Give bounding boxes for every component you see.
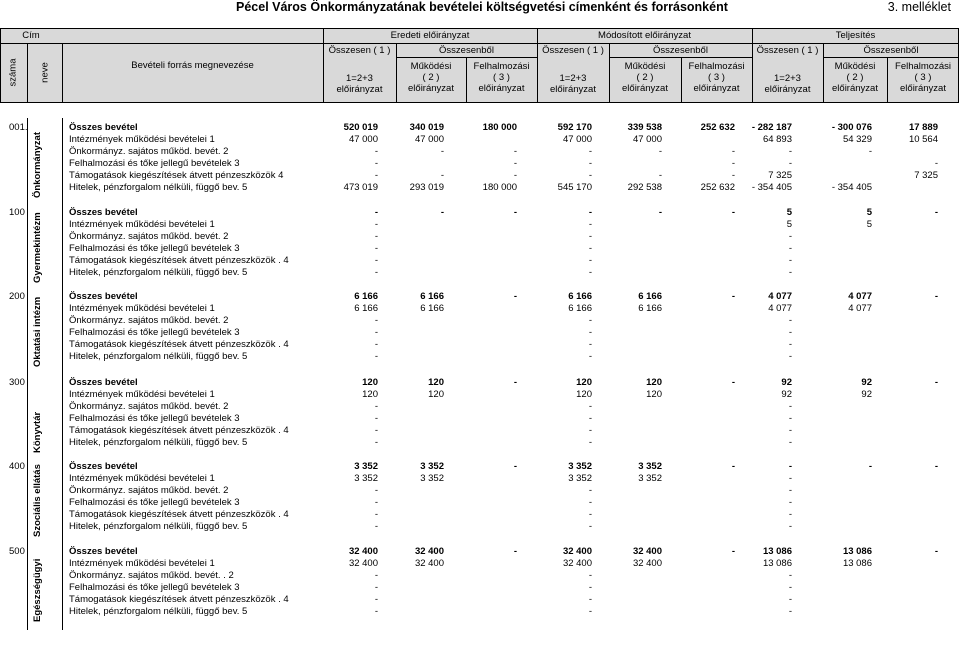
table-cell: 13 086 — [842, 558, 872, 569]
table-cell: - 300 076 — [831, 122, 872, 133]
table-cell: - — [788, 473, 792, 484]
table-cell: 6 166 — [354, 291, 378, 302]
table-cell: - — [588, 339, 592, 350]
table-cell: - — [374, 267, 378, 278]
row-label: Hitelek, pénzforgalom nélküli, függő bev. 5 — [69, 437, 248, 448]
table-cell: - — [513, 377, 517, 388]
section-divider — [27, 457, 28, 545]
table-cell: 32 400 — [562, 558, 592, 569]
table-cell: - — [788, 267, 792, 278]
row-label: Támogatások kiegészítések átvett pénzeszközök . 4 — [69, 509, 289, 520]
table-cell: 6 166 — [638, 303, 662, 314]
table-cell: - — [588, 606, 592, 617]
table-cell: 252 632 — [700, 122, 735, 133]
row-label: Támogatások kiegészítések átvett pénzeszközök . 4 — [69, 594, 289, 605]
table-cell: - — [374, 606, 378, 617]
table-cell: 6 166 — [354, 303, 378, 314]
header-group-fulfilled: Teljesítés — [835, 30, 876, 41]
col-mukodesi-label: Működési ( 2 ) előirányzat — [832, 61, 878, 94]
table-cell: 4 077 — [768, 291, 792, 302]
table-cell: - — [513, 291, 517, 302]
table-cell: 120 — [646, 389, 662, 400]
table-cell: - — [374, 594, 378, 605]
table-cell: - — [788, 413, 792, 424]
table-cell: - — [788, 401, 792, 412]
table-cell: 92 — [781, 389, 792, 400]
table-cell: 120 — [428, 377, 444, 388]
table-cell: 4 077 — [848, 303, 872, 314]
table-cell: 32 400 — [632, 558, 662, 569]
row-label: Felhalmozási és tőke jellegű bevételek 3 — [69, 497, 240, 508]
section-divider — [27, 373, 28, 461]
table-cell: - — [588, 170, 592, 181]
table-cell: - — [440, 170, 444, 181]
table-cell: - — [588, 146, 592, 157]
table-cell: - — [731, 546, 735, 557]
col-felhalm-label: Felhalmozási ( 3 ) előirányzat — [895, 61, 951, 94]
table-cell: - — [588, 243, 592, 254]
section-divider — [62, 373, 63, 461]
table-cell: 3 352 — [638, 461, 662, 472]
table-cell: 92 — [861, 389, 872, 400]
table-cell: - — [658, 170, 662, 181]
section-divider — [27, 542, 28, 630]
section-number: 200 — [9, 291, 25, 302]
table-cell: - — [374, 327, 378, 338]
header-neve: neve — [39, 62, 51, 83]
table-cell: 120 — [646, 377, 662, 388]
table-cell: - — [588, 351, 592, 362]
section-divider — [62, 287, 63, 375]
table-cell: - — [788, 594, 792, 605]
table-cell: - — [374, 401, 378, 412]
row-label: Összes bevétel — [69, 122, 138, 133]
table-cell: 5 — [786, 219, 792, 230]
col-mukodesi-label: Működési ( 2 ) előirányzat — [408, 61, 454, 94]
header-of-2: Összesenből — [653, 45, 708, 56]
table-cell: - — [374, 243, 378, 254]
row-label: Összes bevétel — [69, 461, 138, 472]
header-cim: Cím — [22, 30, 40, 41]
table-cell: 5 — [786, 207, 792, 218]
table-cell: - — [788, 582, 792, 593]
annex-label: 3. melléklet — [887, 0, 951, 14]
table-cell: - — [374, 158, 378, 169]
table-cell: - — [588, 425, 592, 436]
table-cell: 520 019 — [343, 122, 378, 133]
table-cell: - — [588, 207, 592, 218]
row-label: Intézmények működési bevételei 1 — [69, 558, 215, 569]
header-total-2: Összesen ( 1 ) — [542, 45, 604, 56]
row-label: Önkormányz. sajátos működ. bevét. 2 — [69, 231, 229, 242]
row-label: Intézmények működési bevételei 1 — [69, 303, 215, 314]
row-label: Önkormányz. sajátos működ. bevét. 2 — [69, 485, 229, 496]
table-cell: - — [934, 377, 938, 388]
table-cell: - — [588, 255, 592, 266]
table-cell: 545 170 — [557, 182, 592, 193]
table-cell: 120 — [362, 377, 378, 388]
section-divider — [62, 203, 63, 291]
row-label: Hitelek, pénzforgalom nélküli, függő bev. 5 — [69, 182, 248, 193]
section-number: 300 — [9, 377, 25, 388]
table-cell: - — [788, 146, 792, 157]
section-name: Egészségügyi — [32, 558, 43, 622]
table-cell: - — [788, 158, 792, 169]
table-cell: 4 077 — [768, 303, 792, 314]
table-cell: - — [374, 315, 378, 326]
row-label: Támogatások kiegészítések átvett pénzeszközök . 4 — [69, 255, 289, 266]
table-cell: 592 170 — [557, 122, 592, 133]
table-cell: - — [588, 570, 592, 581]
table-cell: - — [788, 255, 792, 266]
row-label: Támogatások kiegészítések átvett pénzeszközök . 4 — [69, 425, 289, 436]
table-cell: 292 538 — [627, 182, 662, 193]
table-cell: - — [588, 267, 592, 278]
table-cell: 120 — [428, 389, 444, 400]
table-cell: - — [731, 377, 735, 388]
table-cell: - — [788, 497, 792, 508]
table-cell: - — [374, 509, 378, 520]
table-cell: - — [374, 485, 378, 496]
table-cell: - — [588, 158, 592, 169]
row-label: Hitelek, pénzforgalom nélküli, függő bev. 5 — [69, 521, 248, 532]
table-cell: - — [731, 291, 735, 302]
row-label: Összes bevétel — [69, 546, 138, 557]
table-cell: 6 166 — [638, 291, 662, 302]
table-cell: 3 352 — [568, 461, 592, 472]
table-cell: 6 166 — [420, 291, 444, 302]
row-label: Önkormányz. sajátos működ. bevét. . 2 — [69, 570, 234, 581]
table-cell: - — [588, 401, 592, 412]
table-cell: - — [788, 570, 792, 581]
table-cell: - — [588, 594, 592, 605]
row-label: Támogatások kiegészítések átvett pénzeszközök . 4 — [69, 339, 289, 350]
table-cell: 180 000 — [482, 122, 517, 133]
page-title: Pécel Város Önkormányzatának bevételei költségvetési címenként és forrásonként — [236, 0, 728, 14]
col-mukodesi-label: Működési ( 2 ) előirányzat — [622, 61, 668, 94]
table-cell: - — [588, 437, 592, 448]
table-cell: 32 400 — [348, 546, 378, 557]
table-cell: 180 000 — [482, 182, 517, 193]
table-cell: 47 000 — [348, 134, 378, 145]
table-cell: - — [788, 339, 792, 350]
table-cell: 92 — [781, 377, 792, 388]
header-szama: száma — [7, 58, 19, 87]
table-cell: - — [788, 461, 792, 472]
section-name: Szociális ellátás — [32, 464, 43, 537]
table-cell: - — [868, 461, 872, 472]
table-cell: 13 086 — [762, 546, 792, 557]
table-cell: - — [374, 351, 378, 362]
table-cell: 252 632 — [700, 182, 735, 193]
row-label: Intézmények működési bevételei 1 — [69, 473, 215, 484]
table-cell: - — [934, 461, 938, 472]
table-cell: 54 329 — [842, 134, 872, 145]
table-cell: - — [588, 497, 592, 508]
table-cell: - — [374, 425, 378, 436]
table-cell: - — [374, 413, 378, 424]
table-cell: - — [731, 461, 735, 472]
table-cell: - — [934, 207, 938, 218]
table-cell: - — [374, 570, 378, 581]
section-divider — [62, 457, 63, 545]
table-cell: 7 325 — [914, 170, 938, 181]
row-label: Felhalmozási és tőke jellegű bevételek 3 — [69, 413, 240, 424]
table-cell: 32 400 — [414, 546, 444, 557]
table-cell: - — [934, 291, 938, 302]
table-cell: - — [513, 546, 517, 557]
table-cell: - — [588, 231, 592, 242]
table-cell: - — [374, 339, 378, 350]
header-total-1: Összesen ( 1 ) — [328, 45, 391, 56]
row-label: Önkormányz. sajátos működ. bevét. 2 — [69, 146, 229, 157]
table-cell: - — [788, 521, 792, 532]
row-label: Hitelek, pénzforgalom nélküli, függő bev. 5 — [69, 606, 248, 617]
table-cell: 13 086 — [842, 546, 872, 557]
table-cell: 6 166 — [568, 303, 592, 314]
section-divider — [27, 203, 28, 291]
table-cell: - — [513, 158, 517, 169]
section-number: 001. — [9, 122, 28, 133]
table-cell: 13 086 — [762, 558, 792, 569]
section-divider — [62, 542, 63, 630]
table-cell: 64 893 — [762, 134, 792, 145]
row-label: Összes bevétel — [69, 207, 138, 218]
table-cell: - — [788, 315, 792, 326]
table-cell: - — [588, 582, 592, 593]
table-cell: - — [731, 146, 735, 157]
table-cell: - — [374, 170, 378, 181]
table-cell: - — [588, 219, 592, 230]
table-cell: - — [374, 497, 378, 508]
table-cell: - — [374, 146, 378, 157]
row-label: Intézmények működési bevételei 1 — [69, 134, 215, 145]
row-label: Hitelek, pénzforgalom nélküli, függő bev. 5 — [69, 351, 248, 362]
table-cell: - — [588, 509, 592, 520]
section-number: 100 — [9, 207, 25, 218]
table-cell: - — [513, 146, 517, 157]
table-cell: - — [588, 413, 592, 424]
section-number: 400 — [9, 461, 25, 472]
table-cell: 293 019 — [409, 182, 444, 193]
table-cell: - 354 405 — [831, 182, 872, 193]
section-name: Önkormányzat — [32, 132, 43, 198]
table-cell: - — [440, 207, 444, 218]
table-cell: 3 352 — [420, 461, 444, 472]
table-cell: 120 — [576, 377, 592, 388]
table-cell: - 354 405 — [751, 182, 792, 193]
row-label: Felhalmozási és tőke jellegű bevételek 3 — [69, 243, 240, 254]
table-cell: - — [513, 461, 517, 472]
table-cell: - — [788, 509, 792, 520]
table-cell: - — [788, 231, 792, 242]
section-name: Könyvtár — [32, 411, 43, 453]
table-cell: 32 400 — [562, 546, 592, 557]
table-cell: 120 — [362, 389, 378, 400]
header-of-1: Összesenből — [439, 45, 494, 56]
table-cell: 7 325 — [768, 170, 792, 181]
table-cell: 47 000 — [414, 134, 444, 145]
table-cell: - — [788, 485, 792, 496]
table-cell: 473 019 — [343, 182, 378, 193]
table-cell: - — [731, 170, 735, 181]
table-cell: 340 019 — [409, 122, 444, 133]
table-cell: - — [588, 315, 592, 326]
row-label: Felhalmozási és tőke jellegű bevételek 3 — [69, 327, 240, 338]
table-cell: - — [934, 158, 938, 169]
table-cell: - — [788, 425, 792, 436]
row-label: Intézmények működési bevételei 1 — [69, 219, 215, 230]
table-cell: 120 — [576, 389, 592, 400]
table-cell: 3 352 — [420, 473, 444, 484]
table-cell: - — [374, 255, 378, 266]
table-cell: - — [658, 207, 662, 218]
table-cell: - — [374, 521, 378, 532]
table-cell: 3 352 — [568, 473, 592, 484]
table-cell: - — [588, 327, 592, 338]
table-cell: 6 166 — [420, 303, 444, 314]
table-cell: 10 564 — [908, 134, 938, 145]
table-cell: - — [788, 606, 792, 617]
row-label: Felhalmozási és tőke jellegű bevételek 3 — [69, 582, 240, 593]
col-total-label: 1=2+3 előirányzat — [550, 73, 596, 95]
header-group-modified: Módosított előirányzat — [598, 30, 691, 41]
section-number: 500 — [9, 546, 25, 557]
table-cell: - — [788, 243, 792, 254]
table-cell: 47 000 — [632, 134, 662, 145]
table-cell: 5 — [866, 219, 872, 230]
table-header — [0, 28, 959, 103]
row-label: Önkormányz. sajátos működ. bevét. 2 — [69, 315, 229, 326]
table-cell: 339 538 — [627, 122, 662, 133]
row-label: Felhalmozási és tőke jellegű bevételek 3 — [69, 158, 240, 169]
col-total-label: 1=2+3 előirányzat — [764, 73, 811, 95]
table-cell: 3 352 — [638, 473, 662, 484]
table-cell: 3 352 — [354, 461, 378, 472]
table-cell: - — [934, 546, 938, 557]
table-cell: - — [374, 219, 378, 230]
table-cell: - 282 187 — [751, 122, 792, 133]
table-cell: - — [374, 437, 378, 448]
col-felhalm-label: Felhalmozási ( 3 ) előirányzat — [688, 61, 745, 94]
section-name: Gyermekintézm — [32, 212, 43, 283]
table-cell: - — [374, 207, 378, 218]
table-cell: - — [588, 485, 592, 496]
table-cell: 92 — [861, 377, 872, 388]
table-cell: - — [440, 146, 444, 157]
table-cell: - — [731, 207, 735, 218]
row-label: Intézmények működési bevételei 1 — [69, 389, 215, 400]
row-label: Összes bevétel — [69, 291, 138, 302]
header-total-3: Összesen ( 1 ) — [756, 45, 819, 56]
table-cell: 3 352 — [354, 473, 378, 484]
table-cell: - — [658, 146, 662, 157]
table-cell: - — [374, 231, 378, 242]
section-name: Oktatási intézm — [32, 296, 43, 367]
header-of-3: Összesenből — [863, 45, 919, 56]
row-label: Támogatások kiegészítések átvett pénzeszközök 4 — [69, 170, 284, 181]
table-cell: 5 — [866, 207, 872, 218]
table-cell: 6 166 — [568, 291, 592, 302]
table-cell: 4 077 — [848, 291, 872, 302]
section-divider — [27, 287, 28, 375]
table-cell: - — [868, 146, 872, 157]
header-group-original: Eredeti előirányzat — [390, 30, 470, 41]
table-cell: - — [788, 437, 792, 448]
row-label: Hitelek, pénzforgalom nélküli, függő bev. 5 — [69, 267, 248, 278]
header-source: Bevételi forrás megnevezése — [131, 60, 254, 71]
table-cell: - — [788, 351, 792, 362]
table-cell: 32 400 — [348, 558, 378, 569]
table-cell: 32 400 — [414, 558, 444, 569]
section-divider — [62, 118, 63, 206]
table-cell: 17 889 — [908, 122, 938, 133]
row-label: Összes bevétel — [69, 377, 138, 388]
table-cell: - — [588, 521, 592, 532]
table-cell: 32 400 — [632, 546, 662, 557]
table-cell: - — [731, 158, 735, 169]
table-cell: - — [788, 327, 792, 338]
table-cell: - — [374, 582, 378, 593]
col-felhalm-label: Felhalmozási ( 3 ) előirányzat — [473, 61, 530, 94]
table-cell: - — [513, 170, 517, 181]
row-label: Önkormányz. sajátos működ. bevét. 2 — [69, 401, 229, 412]
table-cell: - — [513, 207, 517, 218]
table-cell: 47 000 — [562, 134, 592, 145]
col-total-label: 1=2+3 előirányzat — [336, 73, 383, 95]
